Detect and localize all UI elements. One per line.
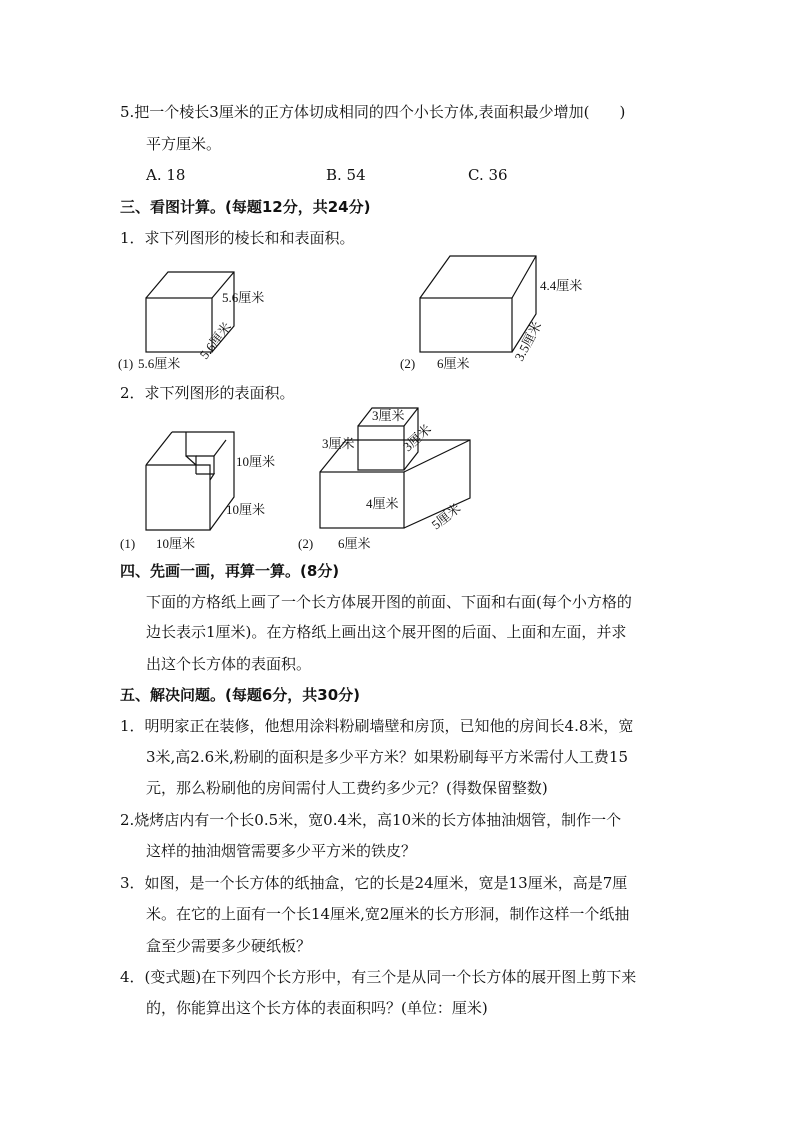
cube-with-notch-figure bbox=[120, 432, 275, 551]
q5-line1: 5.把一个棱长3厘米的正方体切成相同的四个小长方体,表面积最少增加( ) bbox=[120, 103, 626, 121]
s5-q3-line3: 盒至少需要多少硬纸板？ bbox=[146, 937, 312, 955]
q5-option-a: A. 18 bbox=[146, 166, 186, 184]
cuboid-figure-2 bbox=[400, 256, 582, 371]
s5-q2-line1: 2.烧烤店内有一个长0.5米，宽0.4米，高10米的长方体抽油烟管，制作一个 bbox=[120, 811, 622, 829]
fig4-height-label: 4厘米 bbox=[366, 496, 399, 511]
s5-q2-line2: 这样的抽油烟管需要多少平方米的铁皮？ bbox=[146, 842, 417, 860]
section4-title: 四、先画一画，再算一算。(8分) bbox=[120, 562, 340, 580]
q5-option-c: C. 36 bbox=[468, 166, 508, 184]
s5-q1-line1: 1．明明家正在装修，他想用涂料粉刷墙壁和房顶，已知他的房间长4.8米，宽 bbox=[120, 717, 634, 735]
fig3-height-label: 10厘米 bbox=[236, 454, 276, 469]
stacked-solid-figure bbox=[298, 408, 470, 551]
fig3-bottom-label: 10厘米 bbox=[156, 536, 196, 551]
fig4-cube-right-label: 3厘米 bbox=[399, 421, 435, 455]
fig4-depth-label: 5厘米 bbox=[428, 500, 464, 533]
fig2-depth-label: 3.5厘米 bbox=[511, 319, 545, 364]
fig4-bottom-label: 6厘米 bbox=[338, 536, 371, 551]
section3-title: 三、看图计算。(每题12分，共24分) bbox=[120, 198, 371, 216]
fig4-cube-top-label: 3厘米 bbox=[372, 408, 405, 423]
s5-q4-line1: 4．(变式题)在下列四个长方形中，有三个是从同一个长方体的展开图上剪下来 bbox=[120, 968, 637, 986]
fig2-height-label: 4.4厘米 bbox=[540, 278, 583, 293]
figures-svg bbox=[0, 0, 794, 560]
section5-title: 五、解决问题。(每题6分，共30分) bbox=[120, 686, 361, 704]
fig1-tag: (1) bbox=[118, 356, 134, 371]
s5-q1-line2: 3米,高2.6米,粉刷的面积是多少平方米？如果粉刷每平方米需付人工费15 bbox=[146, 748, 629, 766]
fig2-tag: (2) bbox=[400, 356, 416, 371]
fig2-bottom-label: 6厘米 bbox=[437, 356, 470, 371]
fig4-tag: (2) bbox=[298, 536, 314, 551]
q5-line2: 平方厘米。 bbox=[146, 135, 222, 153]
section4-line3: 出这个长方体的表面积。 bbox=[146, 655, 312, 673]
cube-figure-1 bbox=[118, 272, 264, 371]
section3-q2: 2．求下列图形的表面积。 bbox=[120, 384, 295, 402]
fig1-bottom-label: 5.6厘米 bbox=[138, 356, 181, 371]
s5-q3-line2: 米。在它的上面有一个长14厘米,宽2厘米的长方形洞，制作这样一个纸抽 bbox=[146, 905, 630, 923]
section4-line1: 下面的方格纸上画了一个长方体展开图的前面、下面和右面(每个小方格的 bbox=[146, 593, 632, 611]
s5-q3-line1: 3．如图，是一个长方体的纸抽盒，它的长是24厘米，宽是13厘米，高是7厘 bbox=[120, 874, 628, 892]
fig3-side-label: 10厘米 bbox=[226, 502, 266, 517]
q5-option-b: B. 54 bbox=[326, 166, 366, 184]
fig1-height-label: 5.6厘米 bbox=[222, 290, 265, 305]
s5-q1-line3: 元，那么粉刷他的房间需付人工费约多少元？(得数保留整数) bbox=[146, 779, 548, 797]
section4-line2: 边长表示1厘米)。在方格纸上画出这个展开图的后面、上面和左面，并求 bbox=[146, 623, 627, 641]
s5-q4-line2: 的，你能算出这个长方体的表面积吗？(单位：厘米) bbox=[146, 999, 488, 1017]
fig4-cube-left-label: 3厘米 bbox=[322, 436, 355, 451]
fig3-tag: (1) bbox=[120, 536, 136, 551]
fig1-depth-label: 5.6厘米 bbox=[196, 319, 235, 362]
section3-q1: 1．求下列图形的棱长和和表面积。 bbox=[120, 229, 355, 247]
